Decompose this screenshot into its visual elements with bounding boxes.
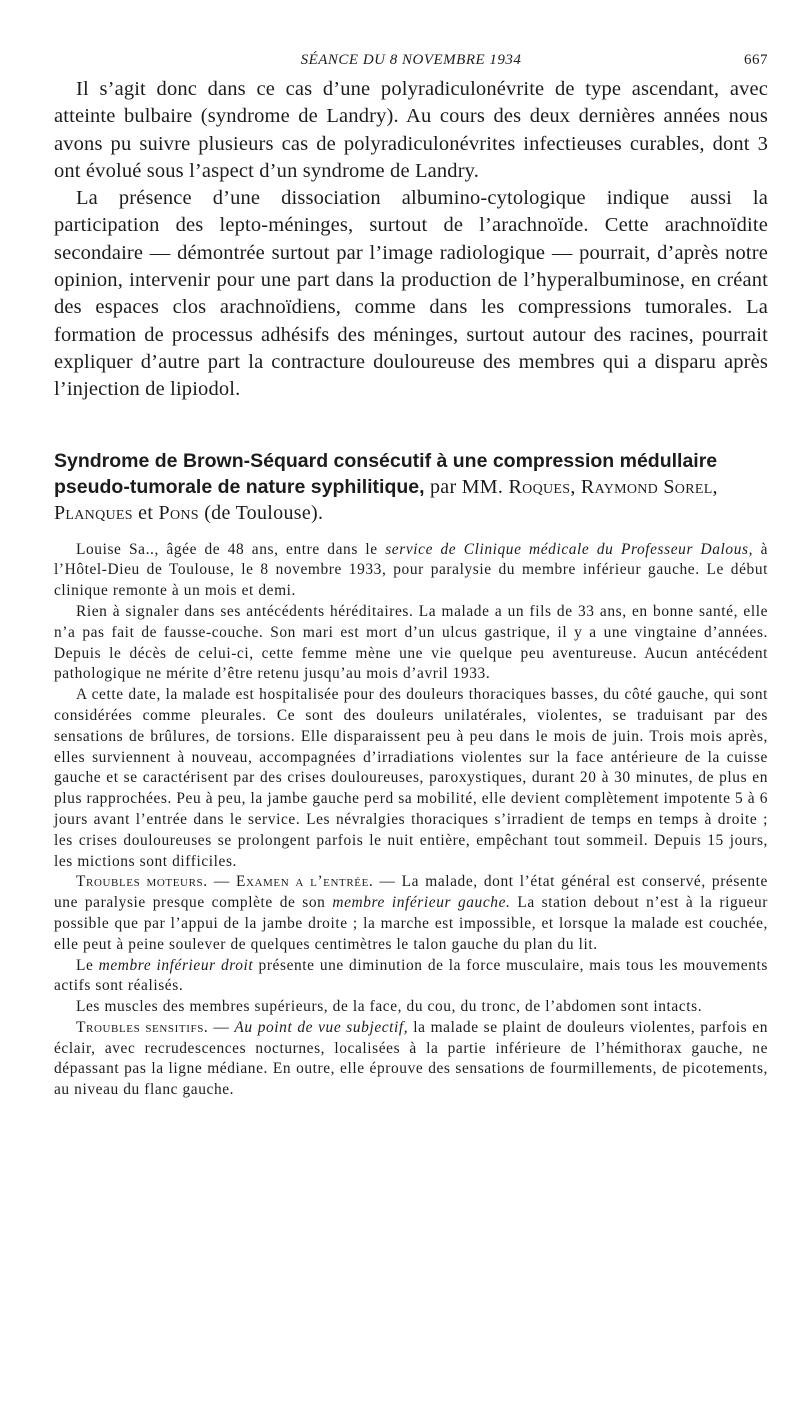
article-byline: par MM. Roques, Raymond Sorel, Planques et Pons (de Toulouse). bbox=[54, 475, 718, 524]
page-number: 667 bbox=[744, 52, 768, 68]
section-head-sensory: Troubles sensitifs. — bbox=[76, 1018, 230, 1036]
intro-paragraph: La présence d’une dissociation albumino-cytologique indique aussi la participation des lepto-méninges, surtout de l’arachnoïde. Cette arachnoïdite secondaire — démontrée surtout par l’image radiologique — pourrait, d’après notre opinion, intervenir pour une part dans la production de l’hyperalbuminose, en créant des espaces clos arachnoïdiens, comme dans les compressions tumorales. La formation de processus adhésifs des méninges, surtout autour des racines, pourrait expliquer d’autre part la contracture douloureuse des membres qui a disparu après l’injection de lipiodol. bbox=[54, 187, 768, 401]
affiliation: (de Toulouse). bbox=[204, 501, 324, 524]
case-paragraph: A cette date, la malade est hospitalisée pour des douleurs thoraciques basses, du côté gauche, qui sont considérées comme pleurales. Ce sont des douleurs unilatérales, violentes, se traduisant par des sensations de brûlures, de torsions. Elle disparaissent peu à peu dans le mois de juin. Trois mois après, elles surviennent à nouveau, accompagnées d’irradiations violentes sur la face antérieure de la cuisse gauche et se caractérisent par des crises douloureuses, paroxystiques, durant 20 à 30 minutes, de plus en plus rapprochées. Peu à peu, la jambe gauche perd sa mobilité, elle devient complètement impotente 5 à 6 jours avant l’entrée dans le service. Les névralgies thoraciques s’irradient de temps en temps à droite ; les crises douloureuses se prolongent parfois le nuit entière, empêchant tout sommeil. Depuis 15 jours, les mictions sont difficiles. bbox=[54, 686, 768, 870]
case-paragraph: Troubles sensitifs. — Au point de vue subjectif, la malade se plaint de douleurs violentes, parfois en éclair, avec recrudescences nocturnes, localisées à la partie inférieure de l’hémithorax gauche, ne dépassant pas la ligne médiane. En outre, elle éprouve des sensations de fourmillements, de picotements, au niveau du flanc gauche. bbox=[54, 1018, 769, 1099]
intro-text bbox=[54, 76, 768, 404]
last-author: Pons bbox=[158, 501, 199, 524]
case-report bbox=[54, 540, 768, 1102]
article-heading bbox=[54, 448, 768, 526]
case-paragraph: Louise Sa.., âgée de 48 ans, entre dans le service de Clinique médicale du Professeur Dalous, à l’Hôtel-Dieu de Toulouse, le 8 novembre 1933, pour paralysie du membre inférieur gauche. Le début clinique remonte à un mois et demi. bbox=[54, 540, 768, 600]
intro-paragraph: Il s’agit donc dans ce cas d’une polyradiculonévrite de type ascendant, avec atteinte bulbaire (syndrome de Landry). Au cours des deux dernières années nous avons pu suivre plusieurs cas de polyradiculonévrites infectieuses curables, dont 3 ont évolué sous l’aspect d’un syndrome de Landry. bbox=[54, 78, 768, 182]
section-head-motor: Troubles moteurs. — Examen a l’entrée. — bbox=[76, 873, 396, 891]
page bbox=[54, 52, 768, 1101]
article-title: Syndrome de Brown-Séquard consécutif à une compression médullaire pseudo-tumorale de nature syphilitique, bbox=[54, 449, 718, 498]
case-paragraph: Troubles moteurs. — Examen a l’entrée. — La malade, dont l’état général est conservé, présente une paralysie presque complète de son membre inférieur gauche. La station debout n’est à la rigueur possible que par l’appui de la jambe droite ; la marche est impossible, et lorsque la malade est couchée, elle peut à peine soulever de quelques centimètres le talon gauche du plan du lit. bbox=[54, 873, 768, 953]
running-head-title: SÉANCE DU 8 NOVEMBRE 1934 bbox=[300, 52, 522, 68]
authors: Roques, Raymond Sorel, Planques bbox=[54, 475, 718, 524]
case-paragraph: Les muscles des membres supérieurs, de la face, du cou, du tronc, de l’abdomen sont intacts. bbox=[76, 998, 703, 1016]
running-head bbox=[54, 52, 768, 76]
case-paragraph: Le membre inférieur droit présente une diminution de la force musculaire, mais tous les mouvements actifs sont réalisés. bbox=[54, 956, 768, 995]
case-paragraph: Rien à signaler dans ses antécédents héréditaires. La malade a un fils de 33 ans, en bonne santé, elle n’a pas fait de fausse-couche. Son mari est mort d’un ulcus gastrique, il y a une vingtaine d’années. Depuis le décès de celui-ci, cette femme mène une vie quelque peu aventureuse. Aucun antécédent pathologique ne mérite d’être retenu jusqu’au mois d’avril 1933. bbox=[54, 602, 768, 683]
